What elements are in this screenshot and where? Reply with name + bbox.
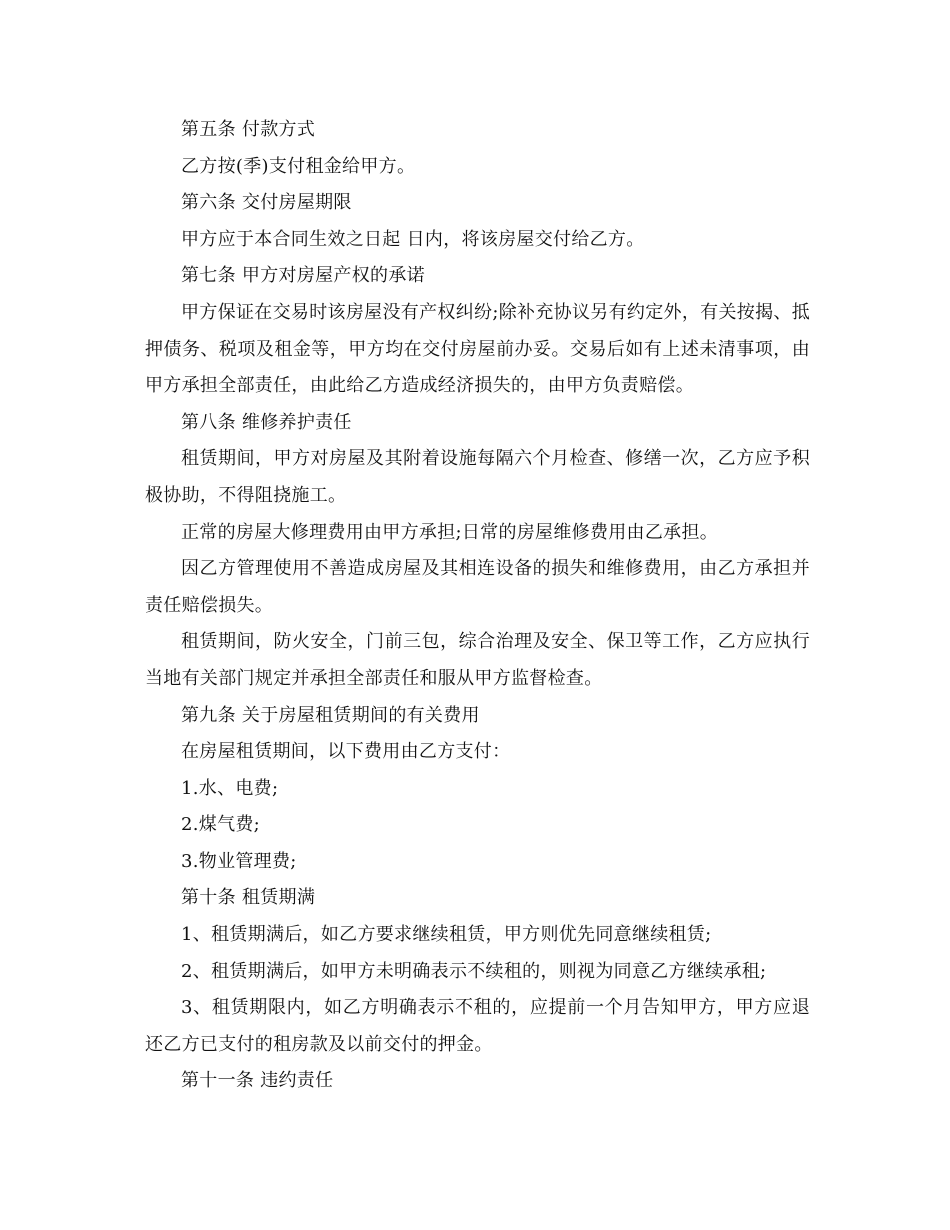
article-7-text: 甲方保证在交易时该房屋没有产权纠纷;除补充协议另有约定外，有关按揭、抵押债务、税项及租金等，甲方均在交付房屋前办妥。交易后如有上述未清事项，由甲方承担全部责任，由此给乙方造成经济损失的，由甲方负责赔偿。	[145, 301, 810, 397]
article-8-text-1: 租赁期间，甲方对房屋及其附着设施每隔六个月检查、修缮一次，乙方应予积极协助，不得阻挠施工。	[145, 448, 810, 506]
article-8-text-3: 因乙方管理使用不善造成房屋及其相连设备的损失和维修费用，由乙方承担并责任赔偿损失。	[145, 558, 810, 616]
document-body	[145, 112, 810, 1100]
list-item: 2.煤气费;	[181, 814, 261, 836]
list-item: 2、租赁期满后，如甲方未明确表示不续租的，则视为同意乙方继续承租;	[181, 960, 767, 982]
article-8-text-2: 正常的房屋大修理费用由甲方承担;日常的房屋维修费用由乙承担。	[181, 521, 719, 543]
list-item: 1、租赁期满后，如乙方要求继续租赁，甲方则优先同意继续租赁;	[181, 924, 712, 946]
list-item: 1.水、电费;	[181, 777, 279, 799]
list-item: 3.物业管理费;	[181, 850, 297, 872]
article-6-heading: 第六条 交付房屋期限	[181, 192, 352, 214]
article-5-heading: 第五条 付款方式	[181, 119, 316, 140]
article-5-text: 乙方按(季)支付租金给甲方。	[181, 155, 416, 177]
article-11-heading: 第十一条 违约责任	[181, 1070, 334, 1092]
article-10-heading: 第十条 租赁期满	[181, 887, 316, 909]
article-7-heading: 第七条 甲方对房屋产权的承诺	[181, 265, 425, 287]
article-9-heading: 第九条 关于房屋租赁期间的有关费用	[181, 704, 480, 726]
list-item: 3、租赁期限内，如乙方明确表示不租的，应提前一个月告知甲方，甲方应退还乙方已支付的租房款及以前交付的押金。	[145, 997, 810, 1055]
article-8-text-4: 租赁期间，防火安全，门前三包，综合治理及安全、保卫等工作，乙方应执行当地有关部门规定并承担全部责任和服从甲方监督检查。	[145, 631, 810, 689]
article-9-text: 在房屋租赁期间，以下费用由乙方支付：	[181, 741, 511, 763]
article-6-text: 甲方应于本合同生效之日起 日内，将该房屋交付给乙方。	[181, 228, 645, 250]
article-8-heading: 第八条 维修养护责任	[181, 411, 352, 433]
